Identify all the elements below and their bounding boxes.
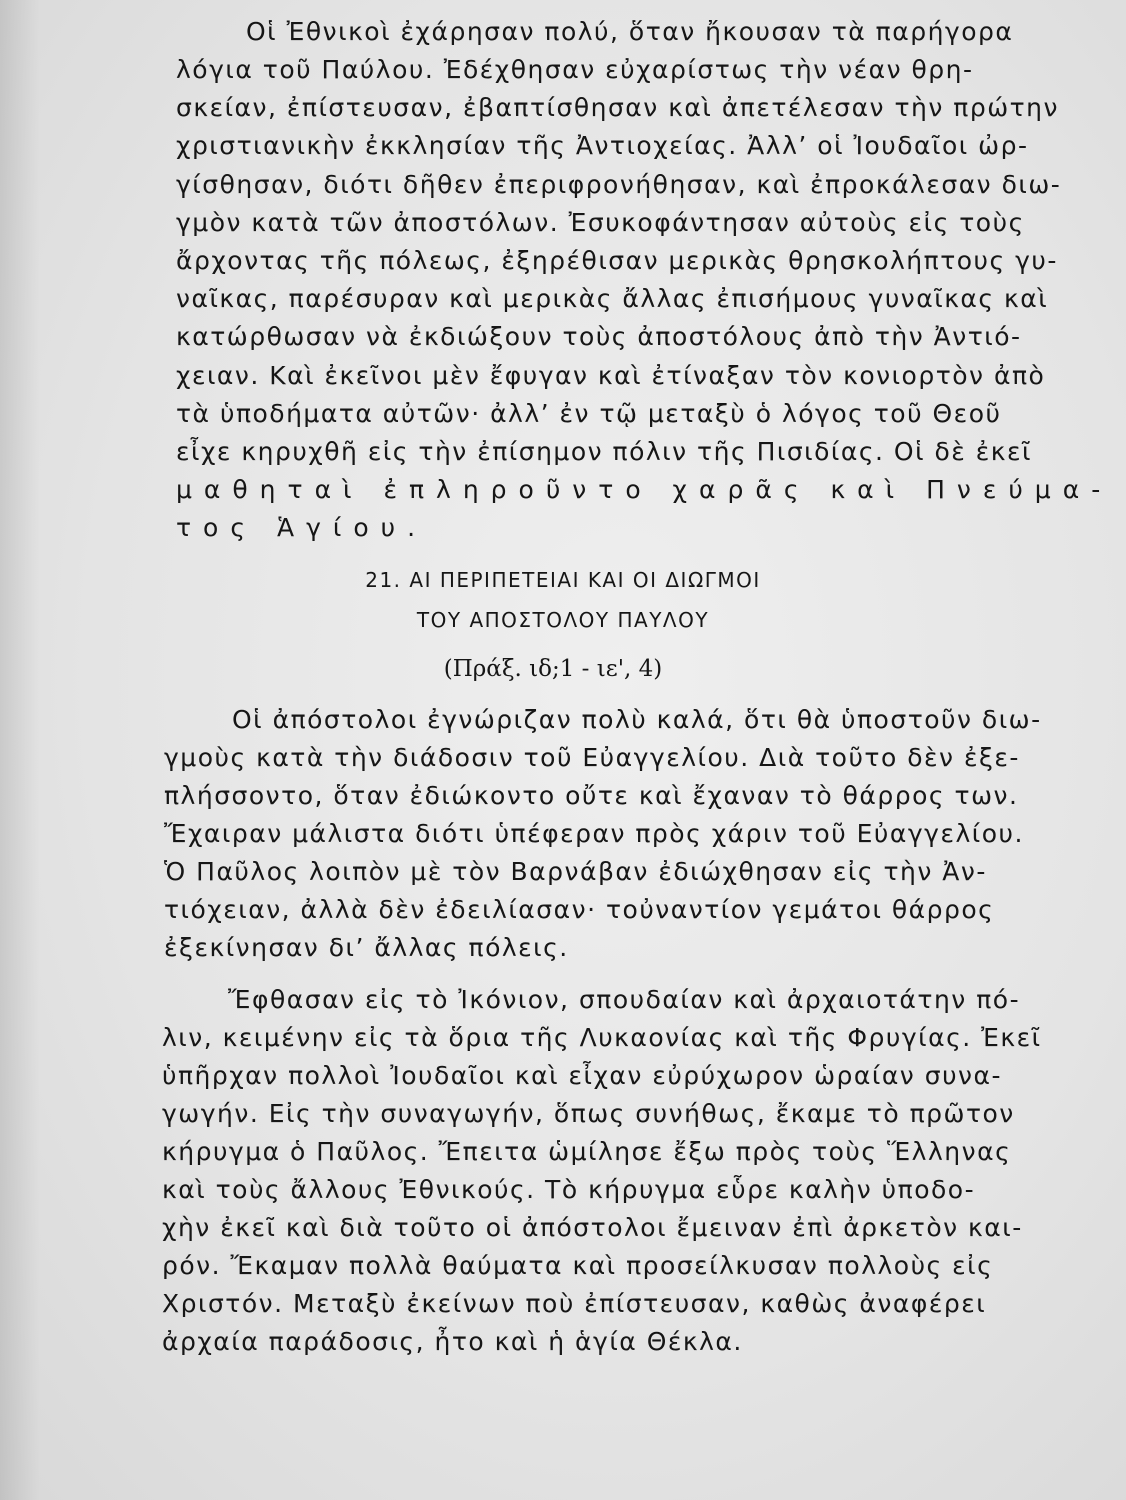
chapter-title: 21. ΑΙ ΠΕΡΙΠΕΤΕΙΑΙ ΚΑΙ ΟΙ ΔΙΩΓΜΟΙ bbox=[365, 568, 761, 592]
text-line: λιν, κειμένην εἰς τὰ ὅρια τῆς Λυκαονίας καὶ τῆς Φρυγίας. Ἐκεῖ bbox=[162, 1023, 1042, 1052]
text-line: Ὁ Παῦλος λοιπὸν μὲ τὸν Βαρνάβαν ἐδιώχθησαν εἰς τὴν Ἀν- bbox=[164, 857, 987, 886]
text-line: Χριστόν. Μεταξὺ ἐκείνων ποὺ ἐπίστευσαν, καθὼς ἀναφέρει bbox=[162, 1289, 987, 1318]
text-line: τὰ ὑποδήματα αὐτῶν· ἀλλ’ ἐν τῷ μεταξὺ ὁ λόγος τοῦ Θεοῦ bbox=[176, 399, 1002, 428]
text-line: Ἔχαιραν μάλιστα διότι ὑπέφεραν πρὸς χάριν τοῦ Εὐαγγελίου. bbox=[164, 819, 1024, 848]
text-line: εἶχε κηρυχθῆ εἰς τὴν ἐπίσημον πόλιν τῆς Πισιδίας. Οἱ δὲ ἐκεῖ bbox=[176, 437, 1032, 466]
text-line: τιόχειαν, ἀλλὰ δὲν ἐδειλίασαν· τοὐναντίον γεμάτοι θάρρος bbox=[164, 895, 995, 924]
text-line: ἀρχαία παράδοσις, ἦτο καὶ ἡ ἁγία Θέκλα. bbox=[162, 1327, 743, 1356]
chapter-subtitle: ΤΟΥ ΑΠΟΣΤΟΛΟΥ ΠΑΥΛΟΥ bbox=[416, 608, 710, 632]
page-edge-shadow bbox=[0, 0, 40, 1500]
text-line: Οἱ ἀπόστολοι ἐγνώριζαν πολὺ καλά, ὅτι θὰ ὑποστοῦν διω- bbox=[232, 705, 1042, 734]
text-line: ὑπῆρχαν πολλοὶ Ἰουδαῖοι καὶ εἶχαν εὐρύχωρον ὡραίαν συνα- bbox=[162, 1061, 1002, 1090]
text-line: χὴν ἐκεῖ καὶ διὰ τοῦτο οἱ ἀπόστολοι ἔμειναν ἐπὶ ἀρκετὸν και- bbox=[162, 1213, 1023, 1242]
text-line: χειαν. Καὶ ἐκεῖνοι μὲν ἔφυγαν καὶ ἐτίναξαν τὸν κονιορτὸν ἀπὸ bbox=[176, 361, 1046, 390]
text-line: γμοὺς κατὰ τὴν διάδοσιν τοῦ Εὐαγγελίου. Διὰ τοῦτο δὲν ἐξε- bbox=[164, 743, 1020, 772]
text-line: γμὸν κατὰ τῶν ἀποστόλων. Ἐσυκοφάντησαν αὐτοὺς εἰς τοὺς bbox=[176, 208, 1025, 237]
text-line: Οἱ Ἐθνικοὶ ἐχάρησαν πολύ, ὅταν ἤκουσαν τὰ παρήγορα bbox=[246, 17, 1014, 46]
text-line: χριστιανικὴν ἐκκλησίαν τῆς Ἀντιοχείας. Ἀλλ’ οἱ Ἰουδαῖοι ὠρ- bbox=[176, 131, 1029, 160]
text-line: ναῖκας, παρέσυραν καὶ μερικὰς ἄλλας ἐπισήμους γυναῖκας καὶ bbox=[176, 284, 1049, 313]
scripture-reference: (Πράξ. ιδ;1 - ιε', 4) bbox=[443, 656, 663, 682]
text-line: πλήσσοντο, ὅταν ἐδιώκοντο οὔτε καὶ ἔχαναν τὸ θάρρος των. bbox=[164, 781, 1019, 810]
text-line: σκείαν, ἐπίστευσαν, ἐβαπτίσθησαν καὶ ἀπετέλεσαν τὴν πρώτην bbox=[176, 93, 1059, 122]
text-line: καὶ τοὺς ἄλλους Ἐθνικούς. Τὸ κήρυγμα εὗρε καλὴν ὑποδο- bbox=[162, 1175, 976, 1204]
text-line: κατώρθωσαν νὰ ἐκδιώξουν τοὺς ἀποστόλους ἀπὸ τὴν Ἀντιό- bbox=[176, 322, 1022, 351]
text-line: Ἔφθασαν εἰς τὸ Ἰκόνιον, σπουδαίαν καὶ ἀρχαιοτάτην πό- bbox=[228, 985, 1021, 1014]
text-line: λόγια τοῦ Παύλου. Ἐδέχθησαν εὐχαρίστως τὴν νέαν θρη- bbox=[176, 55, 974, 84]
text-line: γίσθησαν, διότι δῆθεν ἐπεριφρονήθησαν, καὶ ἐπροκάλεσαν διω- bbox=[176, 170, 1062, 199]
text-line: ρόν. Ἔκαμαν πολλὰ θαύματα καὶ προσείλκυσαν πολλοὺς εἰς bbox=[162, 1251, 994, 1280]
text-line: ἐξεκίνησαν δι’ ἄλλας πόλεις. bbox=[164, 933, 569, 962]
text-line: μαθηταὶ ἐπληροῦντο χαρᾶς καὶ Πνεύμα- bbox=[176, 475, 1113, 504]
text-line: γωγήν. Εἰς τὴν συναγωγήν, ὅπως συνήθως, ἔκαμε τὸ πρῶτον bbox=[162, 1099, 1015, 1128]
text-line: ἄρχοντας τῆς πόλεως, ἐξηρέθισαν μερικὰς θρησκολήπτους γυ- bbox=[176, 246, 1058, 275]
text-line: τος Ἁγίου. bbox=[176, 513, 428, 542]
text-line: κήρυγμα ὁ Παῦλος. Ἔπειτα ὡμίλησε ἔξω πρὸς τοὺς Ἕλληνας bbox=[162, 1137, 1012, 1166]
